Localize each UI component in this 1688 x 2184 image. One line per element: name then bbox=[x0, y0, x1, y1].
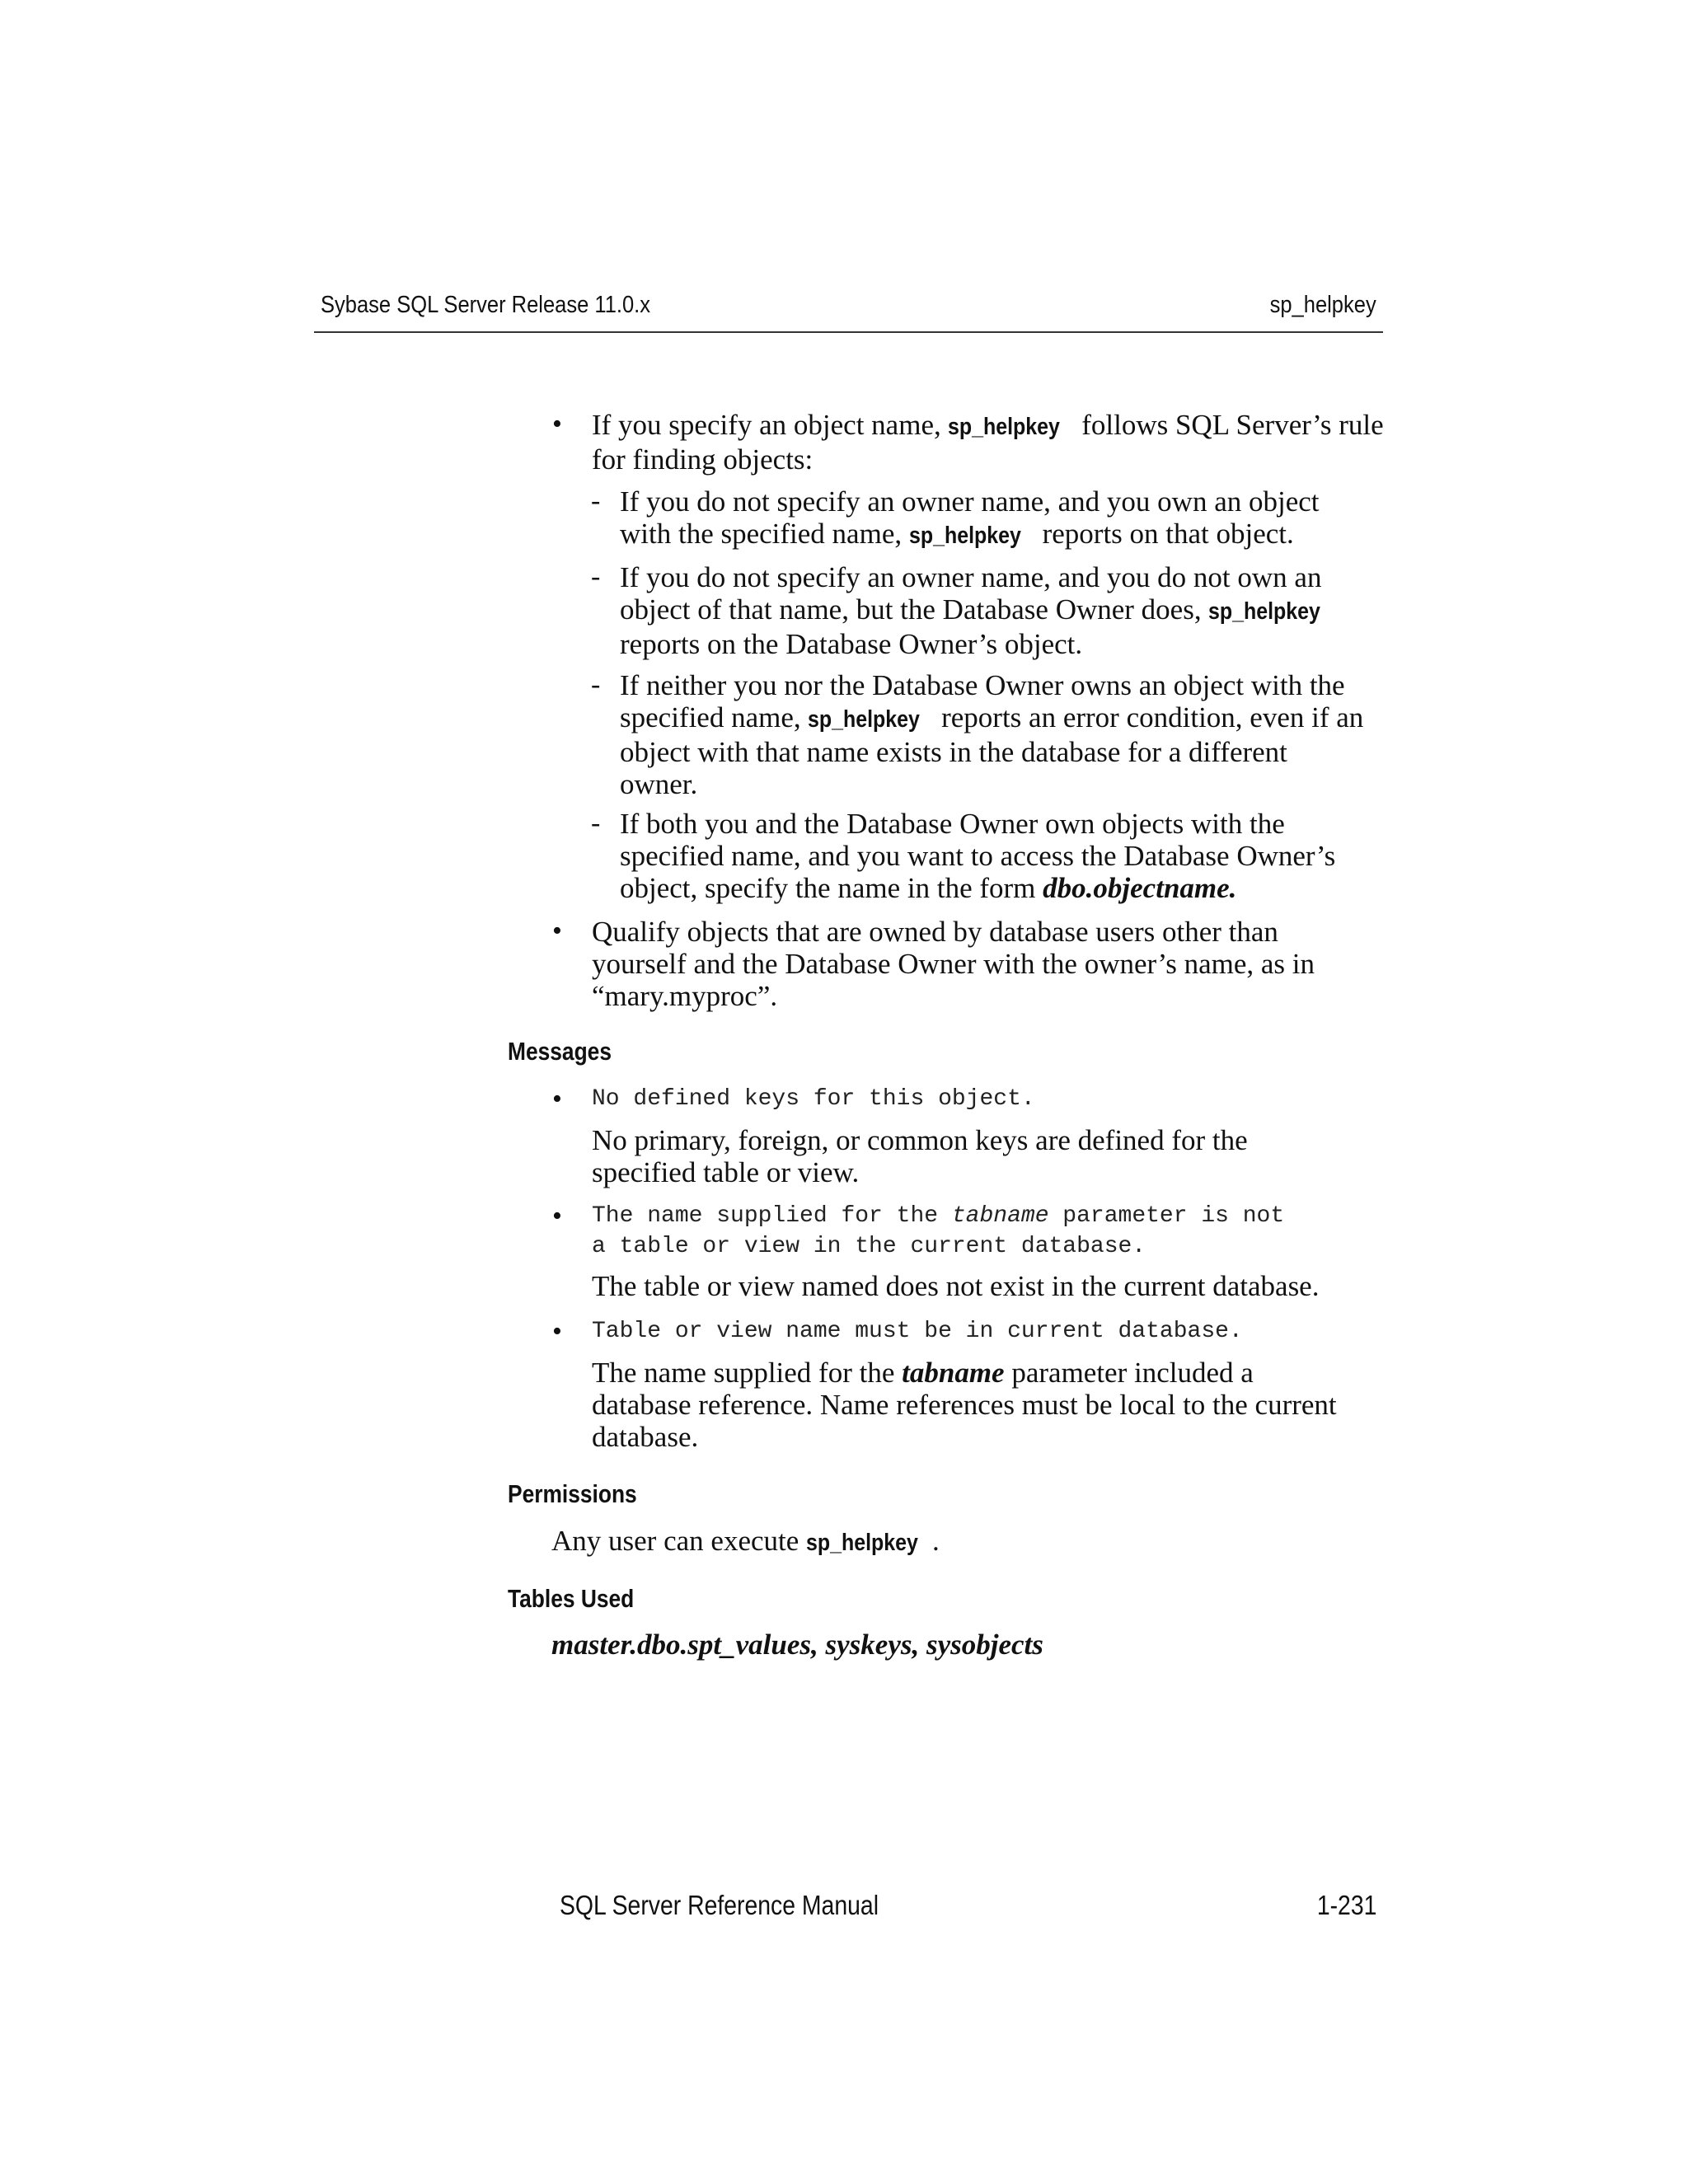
tables-used-list: master.dbo.spt_values, syskeys, sysobjects bbox=[551, 1629, 1043, 1661]
dash-marker: - bbox=[591, 808, 601, 838]
running-header bbox=[314, 288, 1383, 333]
command-name: sp_helpkey bbox=[806, 1530, 918, 1556]
message-item bbox=[592, 1084, 1035, 1114]
command-name: sp_helpkey bbox=[948, 414, 1061, 440]
footer-manual-title: SQL Server Reference Manual bbox=[560, 1890, 879, 1920]
bullet-icon: • bbox=[552, 1201, 562, 1231]
message-code: The name supplied for the tabname parameter is not bbox=[592, 1203, 1285, 1229]
bullet-icon: • bbox=[552, 1316, 562, 1347]
message-code: Table or view name must be in current database. bbox=[592, 1319, 1243, 1344]
sub-list-item: If both you and the Database Owner own objects with the specified name, and you want to access the Database Owner’s object, specify the name in the form dbo.objectname. bbox=[620, 808, 1336, 904]
bullet-icon: • bbox=[552, 1084, 562, 1114]
command-name: sp_helpkey bbox=[808, 706, 921, 733]
sub-list-item: If you do not specify an owner name, and you own an object with the specified name, sp_helpkey reports on that object. bbox=[620, 485, 1320, 552]
list-item: Qualify objects that are owned by database users other than yourself and the Database Owner with the owner’s name, as in “mary.myproc”. bbox=[592, 916, 1315, 1012]
object-name-example: dbo.objectname. bbox=[1043, 872, 1237, 904]
command-name: sp_helpkey bbox=[1208, 598, 1321, 625]
dash-marker: - bbox=[591, 485, 601, 516]
section-heading-permissions: Permissions bbox=[508, 1479, 637, 1508]
permissions-text: Any user can execute sp_helpkey . bbox=[551, 1525, 940, 1559]
command-name: sp_helpkey bbox=[908, 523, 1021, 549]
bullet-icon: • bbox=[552, 916, 562, 946]
header-title: Sybase SQL Server Release 11.0.x bbox=[321, 292, 651, 318]
section-heading-messages: Messages bbox=[508, 1037, 612, 1066]
message-code: No defined keys for this object. bbox=[592, 1086, 1035, 1112]
message-item bbox=[592, 1316, 1243, 1347]
header-section: sp_helpkey bbox=[1269, 292, 1376, 318]
sub-list-item: If neither you nor the Database Owner owns an object with the specified name, sp_helpkey reports an error condition, even if an object with that name exists in the database for a different owner. bbox=[620, 669, 1364, 800]
section-heading-tables-used: Tables Used bbox=[508, 1584, 635, 1613]
sub-list-item: If you do not specify an owner name, and you do not own an object of that name, but the Database Owner does, sp_helpkey reports on the Database Owner’s object. bbox=[620, 561, 1322, 660]
list-item: If you specify an object name, sp_helpkey follows SQL Server’s rule for finding objects: bbox=[592, 409, 1384, 476]
dash-marker: - bbox=[591, 561, 601, 592]
message-description: The table or view named does not exist in the current database. bbox=[592, 1270, 1320, 1302]
dash-marker: - bbox=[591, 669, 601, 700]
bullet-icon: • bbox=[552, 409, 562, 439]
page-number: 1-231 bbox=[1316, 1890, 1376, 1920]
message-item bbox=[592, 1201, 1284, 1262]
message-description: No primary, foreign, or common keys are defined for the specified table or view. bbox=[592, 1124, 1248, 1188]
message-code: a table or view in the current database. bbox=[592, 1234, 1146, 1259]
message-description: The name supplied for the tabname parameter included a database reference. Name references must be local to the current database. bbox=[592, 1357, 1337, 1453]
